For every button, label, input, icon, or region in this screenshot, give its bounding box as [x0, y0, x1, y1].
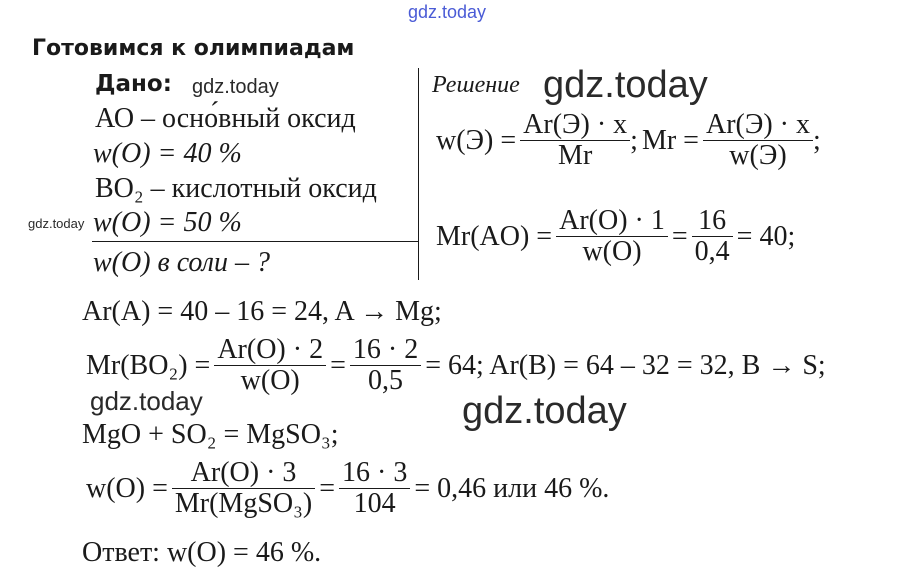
answer-line: Ответ: w(O) = 46 %. — [82, 537, 322, 568]
formula3-lhs: Mr(AO) = — [436, 220, 553, 252]
formula1-lhs: w(Э) = — [436, 124, 517, 156]
formula3-rhs: = 40; — [736, 220, 796, 252]
bo2-denominator-1: w(O) — [240, 365, 300, 396]
given-title: Дано: — [95, 71, 172, 97]
final-denominator-2: 104 — [353, 488, 396, 519]
bo2-fraction-1 — [214, 335, 326, 396]
formula3-numerator-2: 16 — [692, 206, 733, 237]
formula2-denominator: w(Э) — [729, 140, 787, 171]
watermark-top: gdz.today — [408, 2, 487, 22]
formula1-sep: ; — [630, 124, 638, 156]
bo2-numerator-1: Ar(O) · 2 — [214, 335, 326, 366]
formula2-sep: ; — [812, 124, 821, 156]
given-line-1: АО – осно́вный оксид — [95, 103, 356, 134]
bo2-numerator-2: 16 · 2 — [350, 335, 421, 366]
line-reaction: MgO + SO₂ = MgSO₃; — [82, 419, 339, 450]
formula2-numerator: Ar(Э) · x — [703, 110, 813, 141]
final-fraction-2 — [339, 458, 410, 519]
bo2-denominator-2: 0,5 — [368, 365, 404, 396]
formula1-numerator: Ar(Э) · x — [520, 110, 630, 141]
given-line-3: ВО₂ – кислотный оксид — [95, 173, 377, 204]
final-fraction-1 — [172, 458, 315, 519]
formula3-denominator-2: 0,4 — [694, 236, 730, 267]
vertical-divider — [418, 68, 419, 280]
formula2-fraction — [703, 110, 813, 171]
final-lhs: w(O) = — [86, 472, 168, 504]
line-final: w(O) = $\frac{Ar(O) \cdot 3}{\text{Mr(MgSO₃)}}$ = $\frac{16 \cdot 3}{104}$ = 0,46 или 46 %. — [82, 458, 613, 519]
watermark-mid-right: gdz.today — [462, 390, 627, 432]
section-heading: Готовимся к олимпиадам — [32, 36, 355, 61]
watermark-left: gdz.today — [28, 216, 85, 231]
watermark-given: gdz.today — [192, 76, 279, 98]
formula3-denominator-1: w(O) — [582, 236, 642, 267]
bo2-fraction-2 — [350, 335, 421, 396]
solution-title: Решение — [432, 72, 520, 98]
given-divider — [92, 241, 418, 242]
bo2-lhs: Mr(BO₂) = — [86, 349, 211, 381]
formula2-lhs: Mr = — [641, 124, 699, 156]
given-line-4: w(O) = 50 % — [93, 207, 242, 238]
formula1-denominator: Mr — [558, 140, 593, 171]
line-a-mass: Ar(A) = 40 – 16 = 24, A → Mg; — [82, 296, 442, 327]
formula-mass-fraction — [432, 110, 821, 171]
watermark-solution: gdz.today — [543, 64, 708, 106]
given-question: w(O) в соли – ? — [93, 247, 270, 278]
formula3-fraction-2 — [692, 206, 733, 267]
formula3-fraction-1 — [556, 206, 668, 267]
formula1-fraction — [520, 110, 630, 171]
final-numerator-1: Ar(O) · 3 — [172, 458, 315, 489]
watermark-mid-left: gdz.today — [90, 386, 203, 416]
line-bo2: Mr(BO₂) = $\frac{Ar(O) \cdot 2}{w(O)}$ = $\frac{16 \cdot 2}{0,5}$ = 64; Ar(B) = 64 – 32 = 32, B → S; — [82, 335, 830, 396]
given-line-2: w(O) = 40 % — [93, 138, 242, 169]
formula3-eq: = — [671, 220, 688, 252]
final-numerator-2: 16 · 3 — [339, 458, 410, 489]
formula3-numerator-1: Ar(O) · 1 — [556, 206, 668, 237]
bo2-rhs: = 64; Ar(B) = 64 – 32 = 32, B → S; — [425, 349, 826, 381]
formula-mr-ao — [432, 206, 799, 267]
final-denominator-1: Mr(MgSO₃) — [174, 488, 313, 519]
final-rhs: = 0,46 или 46 %. — [414, 472, 610, 504]
